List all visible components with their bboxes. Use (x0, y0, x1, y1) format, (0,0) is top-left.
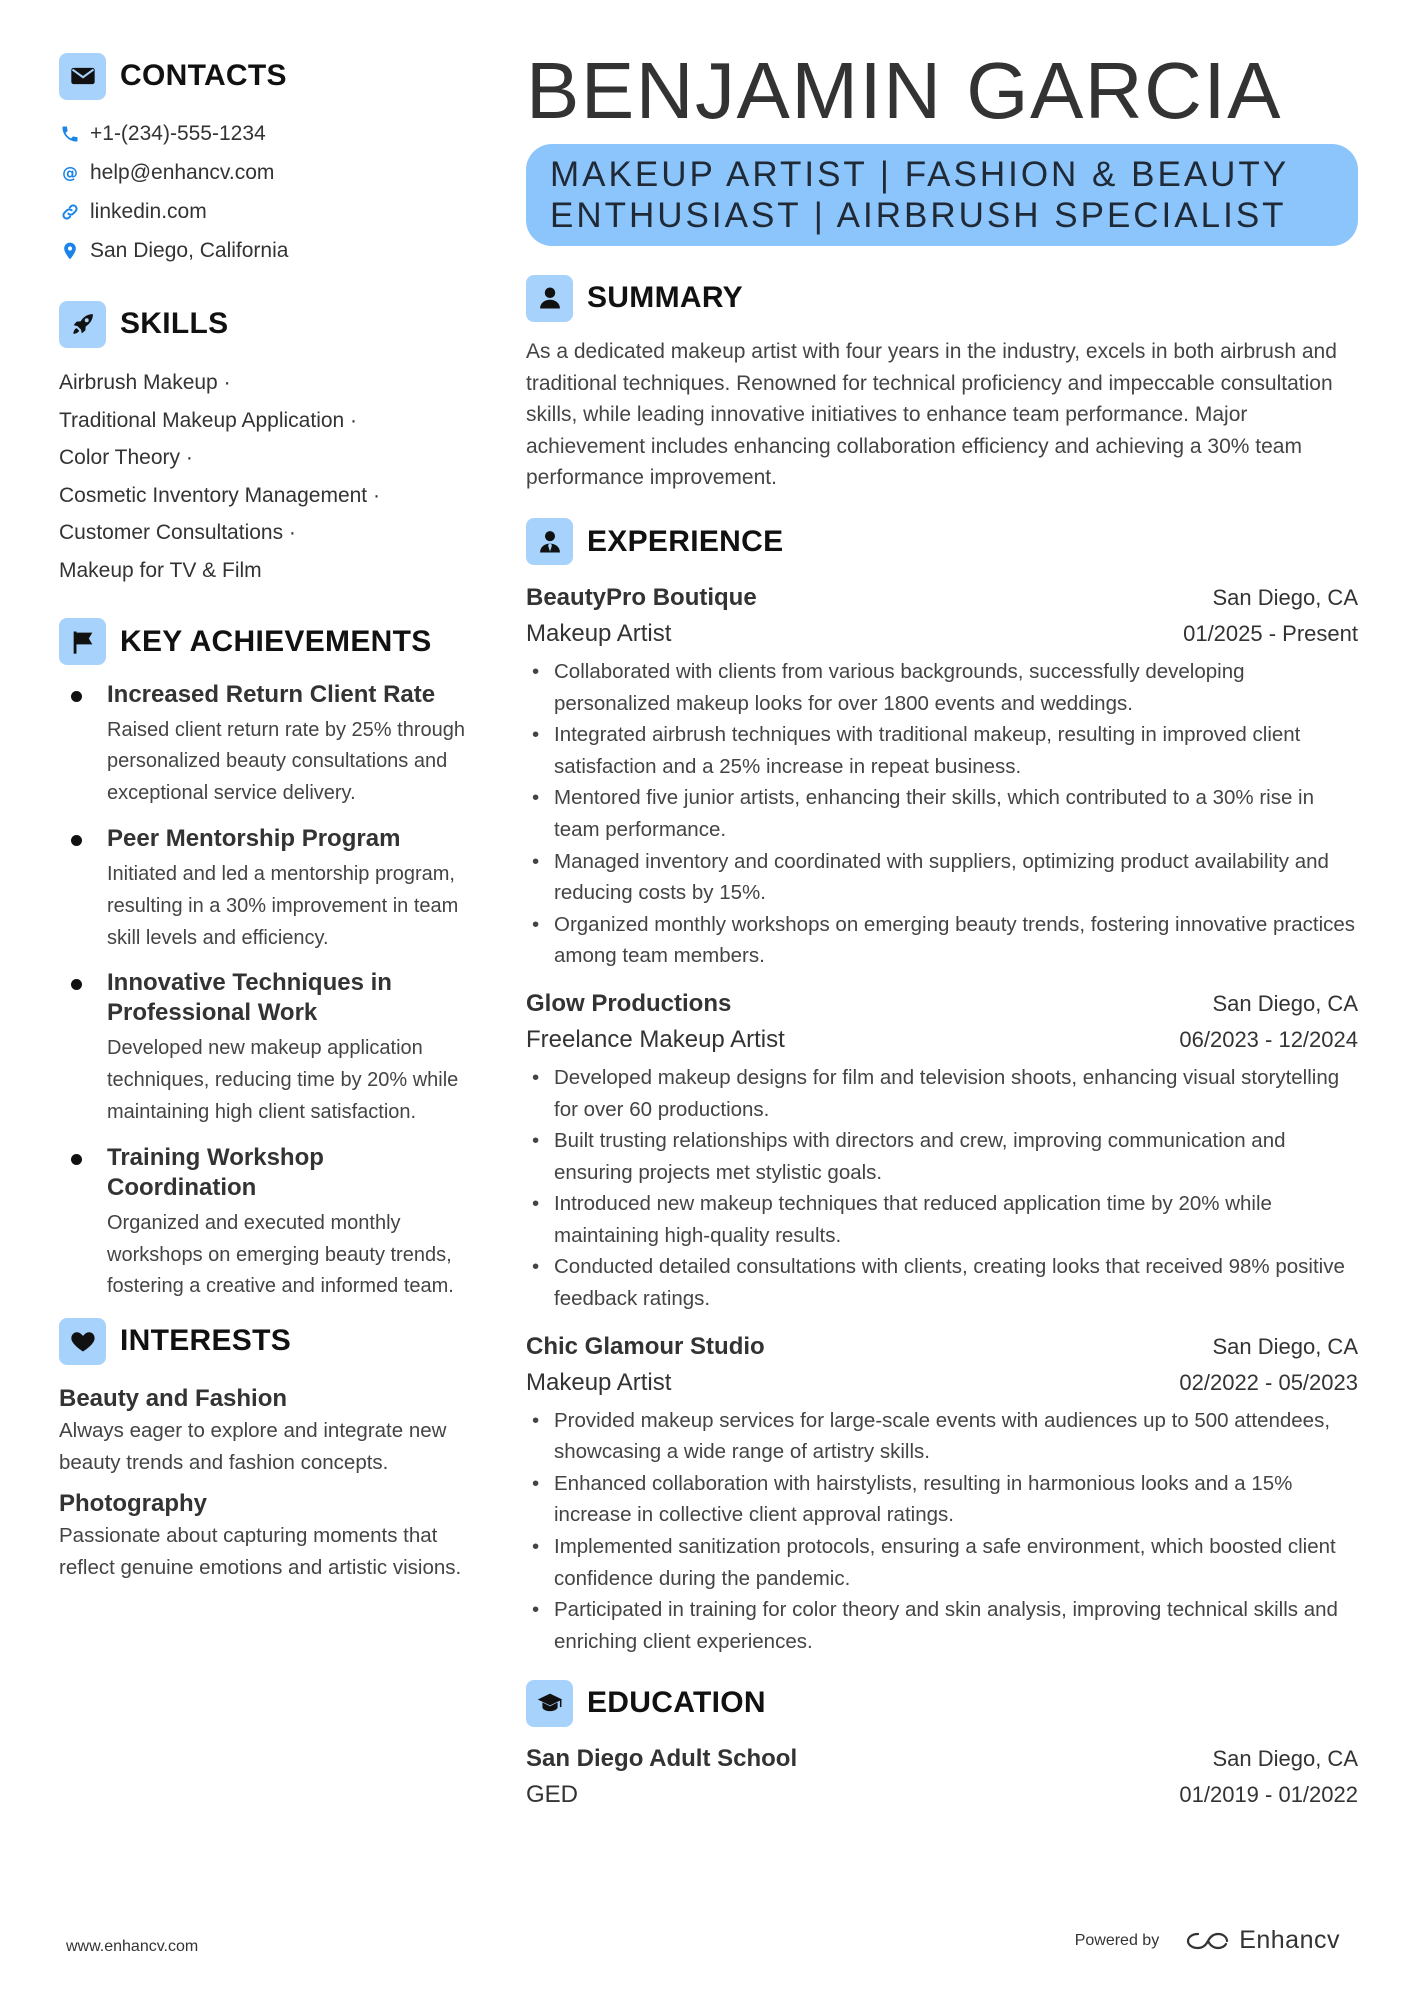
contact-email-text: help@enhancv.com (90, 160, 275, 184)
achievement-item (59, 824, 479, 954)
contact-location (59, 231, 479, 270)
education-location: San Diego, CA (1212, 1746, 1358, 1772)
job-bullet: • Participated in training for color theory and skin analysis, improving technical skills and enriching client experiences. (526, 1594, 1358, 1657)
contacts-header (59, 52, 479, 100)
user-icon (526, 275, 573, 322)
job-bullet: • Enhanced collaboration with hairstylists, resulting in harmonious looks and a 15% increase in collective client approval ratings. (526, 1468, 1358, 1531)
job-bullet: • Built trusting relationships with directors and crew, improving communication and ensuring projects met stylistic goals. (526, 1125, 1358, 1188)
job-role: Freelance Makeup Artist (526, 1025, 785, 1053)
skills-header (59, 300, 479, 348)
interest-desc: Always eager to explore and integrate new beauty trends and fashion concepts. (59, 1419, 447, 1474)
contact-location-text: San Diego, California (90, 238, 289, 262)
job-bullet: • Managed inventory and coordinated with suppliers, optimizing product availability and reducing costs by 15%. (526, 846, 1358, 909)
experience-section (526, 518, 1358, 1657)
job-role-row (526, 1365, 1358, 1401)
job-location: San Diego, CA (1212, 1333, 1358, 1359)
achievements-list (59, 680, 479, 1304)
job-bullet: • Organized monthly workshops on emerging beauty trends, fostering innovative practices among team members. (526, 909, 1358, 972)
skill-item: Makeup for TV & Film (59, 558, 262, 582)
job-dates: 01/2025 - Present (1183, 620, 1358, 646)
bullet-dot (71, 835, 82, 846)
businessman-icon (526, 518, 573, 565)
summary-text: As a dedicated makeup artist with four years in the industry, excels in both airbrush and traditional techniques. Renowned for technical proficiency and impeccable consultation skills, while leading innovative initiatives to enhance team performance. Major achievement includes enhancing collaboration efficiency and achieving a 30% team performance improvement. (526, 340, 1337, 490)
education-dates: 01/2019 - 01/2022 (1179, 1782, 1358, 1808)
contacts-list (59, 114, 479, 270)
link-icon (59, 201, 81, 223)
job-bullet: • Conducted detailed consultations with clients, creating looks that received 98% positive feedback ratings. (526, 1251, 1358, 1314)
interest-title: Photography (59, 1490, 207, 1518)
job-bullet: • Mentored five junior artists, enhancing their skills, which contributed to a 30% rise in team performance. (526, 782, 1358, 845)
phone-icon (59, 123, 81, 145)
summary-header (526, 274, 1358, 322)
job-bullet: • Collaborated with clients from various backgrounds, successfully developing personalized makeup looks for over 1800 events and weddings. (526, 656, 1358, 719)
bullet-dot (71, 979, 82, 990)
enhancv-logo[interactable] (1185, 1926, 1340, 1955)
achievement-desc: Developed new makeup application techniques, reducing time by 20% while maintaining high client satisfaction. (107, 1037, 459, 1123)
contact-phone[interactable] (59, 114, 479, 153)
at-icon (59, 162, 81, 184)
education-header-row (526, 1741, 1358, 1777)
job-header-row (526, 1329, 1358, 1365)
job-bullet: • Provided makeup services for large-scale events with audiences up to 500 attendees, showcasing a wide range of artistry skills. (526, 1405, 1358, 1468)
bullet-dot (71, 1154, 82, 1165)
skill-item: Customer Consultations · (59, 521, 296, 545)
headline-banner: MAKEUP ARTIST | FASHION & BEAUTY ENTHUSIAST | AIRBRUSH SPECIALIST (526, 144, 1358, 246)
contact-email[interactable] (59, 153, 479, 192)
education-title: EDUCATION (587, 1686, 766, 1720)
candidate-name: BENJAMIN GARCIA (526, 46, 1282, 135)
achievement-item (59, 1143, 479, 1303)
achievements-header (59, 618, 479, 666)
powered-by-label: Powered by (1074, 1931, 1160, 1949)
contact-linkedin-text: linkedin.com (90, 199, 207, 223)
contact-phone-text: +1-(234)-555-1234 (90, 121, 266, 145)
achievement-desc: Initiated and led a mentorship program, resulting in a 30% improvement in team skill levels and efficiency. (107, 862, 459, 949)
job-bullets (526, 1062, 1358, 1315)
job-role: Makeup Artist (526, 619, 672, 647)
achievements-title: KEY ACHIEVEMENTS (120, 624, 432, 658)
achievement-title: Innovative Techniques in Professional Work (107, 969, 392, 1027)
skill-item: Traditional Makeup Application · (59, 408, 358, 432)
summary-title: SUMMARY (587, 281, 743, 314)
job-bullet: • Developed makeup designs for film and television shoots, enhancing visual storytelling for over 60 productions. (526, 1062, 1358, 1125)
contacts-title: CONTACTS (120, 59, 287, 92)
skill-item: Airbrush Makeup · (59, 371, 231, 394)
interests-header (59, 1317, 479, 1365)
achievement-desc: Raised client return rate by 25% through personalized beauty consultations and exceptional service delivery. (107, 718, 465, 805)
skill-item: Cosmetic Inventory Management · (59, 483, 380, 507)
interests-list (59, 1383, 479, 1583)
job-location: San Diego, CA (1212, 584, 1358, 610)
graduation-cap-icon (526, 1680, 573, 1727)
job-entry (526, 1329, 1358, 1658)
job-entry (526, 986, 1358, 1315)
company-name: Glow Productions (526, 989, 732, 1017)
education-header (526, 1679, 1358, 1727)
experience-title: EXPERIENCE (587, 524, 784, 558)
achievement-title: Training Workshop Coordination (107, 1143, 324, 1201)
enhancv-logo-icon (1185, 1929, 1231, 1953)
experience-header (526, 518, 1358, 566)
job-dates: 02/2022 - 05/2023 (1179, 1369, 1358, 1395)
skills-list (59, 364, 479, 590)
summary-section (526, 274, 1358, 494)
interest-desc: Passionate about capturing moments that reflect genuine emotions and artistic visions. (59, 1524, 462, 1579)
job-entry (526, 580, 1358, 972)
job-header-row (526, 580, 1358, 616)
achievement-item (59, 680, 479, 810)
envelope-icon (59, 53, 106, 100)
education-degree-row (526, 1777, 1358, 1813)
interest-title: Beauty and Fashion (59, 1385, 288, 1413)
job-header-row (526, 986, 1358, 1022)
job-bullet: • Introduced new makeup techniques that reduced application time by 20% while maintaining high-quality results. (526, 1188, 1358, 1251)
heart-icon (59, 1318, 106, 1365)
footer-branding (1075, 1926, 1340, 1955)
job-location: San Diego, CA (1212, 990, 1358, 1016)
location-pin-icon (59, 240, 81, 262)
achievement-title: Increased Return Client Rate (107, 680, 436, 708)
education-entry (526, 1741, 1358, 1813)
school-name: San Diego Adult School (526, 1745, 798, 1773)
achievement-title: Peer Mentorship Program (107, 824, 401, 852)
job-bullet: • Integrated airbrush techniques with traditional makeup, resulting in improved client satisfaction and a 25% increase in repeat business. (526, 719, 1358, 782)
footer-website[interactable]: www.enhancv.com (66, 1938, 199, 1955)
degree: GED (526, 1781, 579, 1809)
skills-title: SKILLS (120, 307, 229, 340)
bullet-dot (71, 691, 82, 702)
interests-title: INTERESTS (120, 1324, 292, 1358)
contact-linkedin[interactable] (59, 192, 479, 231)
company-name: Chic Glamour Studio (526, 1332, 765, 1360)
left-column (59, 52, 479, 1593)
job-bullet: • Implemented sanitization protocols, ensuring a safe environment, which boosted client confidence during the pandemic. (526, 1531, 1358, 1594)
education-section (526, 1679, 1358, 1813)
job-role: Makeup Artist (526, 1368, 672, 1396)
enhancv-brand-text: Enhancv (1239, 1926, 1340, 1954)
company-name: BeautyPro Boutique (526, 583, 757, 611)
job-bullets (526, 656, 1358, 972)
job-bullets (526, 1405, 1358, 1658)
rocket-icon (59, 301, 106, 348)
flag-icon (59, 618, 106, 665)
job-role-row (526, 616, 1358, 652)
job-dates: 06/2023 - 12/2024 (1179, 1026, 1358, 1052)
svg-text:@: @ (62, 162, 78, 182)
skill-item: Color Theory · (59, 446, 193, 470)
achievement-item (59, 968, 479, 1128)
right-column (526, 46, 1358, 1813)
job-role-row (526, 1022, 1358, 1058)
achievement-desc: Organized and executed monthly workshops on emerging beauty trends, fostering a creative and informed team. (107, 1211, 454, 1298)
